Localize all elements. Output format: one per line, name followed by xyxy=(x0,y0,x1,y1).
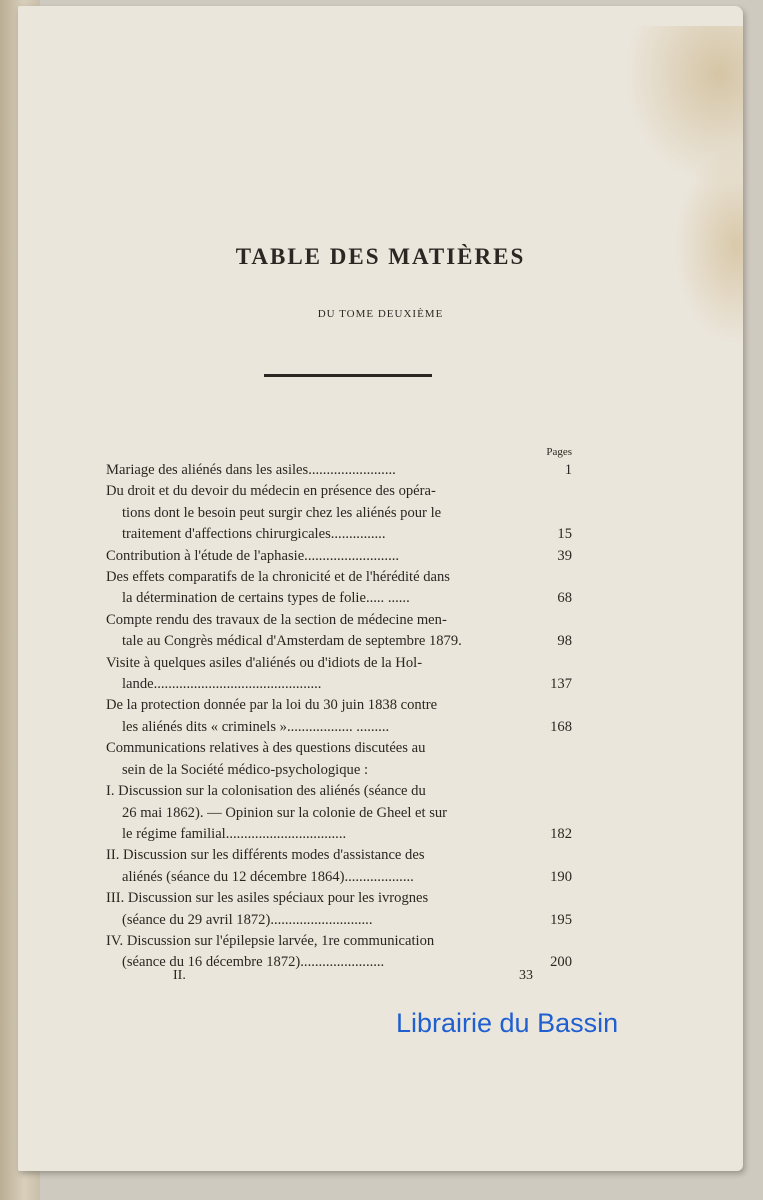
watermark: Librairie du Bassin xyxy=(396,1008,619,1038)
toc-entry-text: lande.............................................. xyxy=(122,676,322,693)
toc-entry-line xyxy=(106,845,572,866)
toc-entry xyxy=(106,567,572,610)
toc-entry-text: traitement d'affections chirurgicales............... xyxy=(122,526,386,543)
toc-entry-text: tale au Congrès médical d'Amsterdam de septembre 1879. xyxy=(122,633,462,650)
toc-entry-text: I. Discussion sur la colonisation des aliénés (séance du xyxy=(106,783,426,800)
toc-entry-line xyxy=(106,610,572,631)
page-title: TABLE DES MATIÈRES xyxy=(235,244,526,269)
pages-column-label: Pages xyxy=(546,446,572,458)
toc-entry-line xyxy=(106,867,572,888)
toc-entry-page: 15 xyxy=(557,526,572,543)
book-page xyxy=(18,6,743,1171)
toc-entry-text: II. Discussion sur les différents modes d'assistance des xyxy=(106,847,425,864)
toc-entry-text: tions dont le besoin peut surgir chez les aliénés pour le xyxy=(122,504,442,521)
toc-entry xyxy=(106,460,572,481)
toc-entry-line xyxy=(106,481,572,502)
toc-entry-text: (séance du 16 décembre 1872)....................... xyxy=(122,954,385,971)
toc-entry-page: 137 xyxy=(550,676,572,693)
toc-entry-page: 200 xyxy=(550,954,572,971)
toc-entry-text: Mariage des aliénés dans les asiles........................ xyxy=(106,462,396,478)
toc-entry-line xyxy=(106,460,572,481)
page-footer xyxy=(173,968,533,984)
toc-entry-text: sein de la Société médico-psychologique : xyxy=(122,761,368,778)
toc-entry-text: Communications relatives à des questions discutées au xyxy=(106,740,426,757)
toc-entry xyxy=(106,845,572,888)
toc-entry-text: aliénés (séance du 12 décembre 1864)................... xyxy=(122,868,414,885)
page-subtitle: DU TOME DEUXIÈME xyxy=(317,308,444,320)
toc-entry-line xyxy=(106,631,572,652)
page-number: 33 xyxy=(519,968,533,983)
toc-entry xyxy=(106,546,572,567)
toc-entry-line xyxy=(106,653,572,674)
toc-entry-page: 39 xyxy=(557,547,572,564)
toc-entry-text: IV. Discussion sur l'épilepsie larvée, 1re communication xyxy=(106,932,435,949)
toc-entry-line xyxy=(106,695,572,716)
toc-entry-text: Des effets comparatifs de la chronicité et de l'hérédité dans xyxy=(106,569,450,586)
toc-entry-line xyxy=(106,760,572,781)
toc-entry xyxy=(106,738,572,781)
toc-entry-page: 195 xyxy=(550,911,572,928)
title-rule xyxy=(264,374,432,377)
toc-entry-page: 182 xyxy=(550,825,572,842)
toc-entry-line xyxy=(106,781,572,802)
toc-entry-text: Compte rendu des travaux de la section de médecine men- xyxy=(106,611,447,628)
toc-entry-line xyxy=(106,931,572,952)
toc-entry-text: 26 mai 1862). — Opinion sur la colonie de Gheel et sur xyxy=(122,804,448,821)
toc-entry-line xyxy=(106,588,572,609)
signature-mark: II. xyxy=(173,968,186,983)
table-of-contents xyxy=(106,444,572,974)
toc-entry-line xyxy=(106,674,572,695)
toc-entry-line xyxy=(106,738,572,759)
toc-entry-line xyxy=(106,524,572,545)
toc-entry-page: 168 xyxy=(550,718,572,735)
toc-entry-line xyxy=(106,803,572,824)
toc-entry xyxy=(106,781,572,845)
toc-entry-text: le régime familial................................. xyxy=(122,825,347,842)
toc-entry-page: 190 xyxy=(550,868,572,885)
toc-entry-text: De la protection donnée par la loi du 30 juin 1838 contre xyxy=(106,697,438,714)
toc-entry-text: la détermination de certains types de folie..... ...... xyxy=(122,590,410,607)
toc-entry xyxy=(106,481,572,545)
toc-entry-page: 68 xyxy=(557,590,572,607)
toc-entry xyxy=(106,610,572,653)
toc-entry-line xyxy=(106,910,572,931)
toc-entry-line xyxy=(106,503,572,524)
toc-entry-line xyxy=(106,567,572,588)
toc-entry-page: 98 xyxy=(557,633,572,650)
toc-entry-line xyxy=(106,546,572,567)
toc-entry-text: Contribution à l'étude de l'aphasie.......................... xyxy=(106,547,400,564)
toc-entry-text: les aliénés dits « criminels ».................. ......... xyxy=(122,718,390,735)
toc-entry xyxy=(106,695,572,738)
toc-entry-text: Visite à quelques asiles d'aliénés ou d'idiots de la Hol- xyxy=(106,654,423,671)
toc-entry-line xyxy=(106,824,572,845)
toc-entry xyxy=(106,888,572,931)
toc-entry-line xyxy=(106,888,572,909)
toc-entry-text: Du droit et du devoir du médecin en présence des opéra- xyxy=(106,483,436,500)
toc-entry-text: III. Discussion sur les asiles spéciaux pour les ivrognes xyxy=(106,890,429,907)
toc-entry-text: (séance du 29 avril 1872)............................ xyxy=(122,911,373,928)
toc-entry-line xyxy=(106,717,572,738)
toc-entry xyxy=(106,653,572,696)
toc-entry-page: 1 xyxy=(564,462,572,478)
